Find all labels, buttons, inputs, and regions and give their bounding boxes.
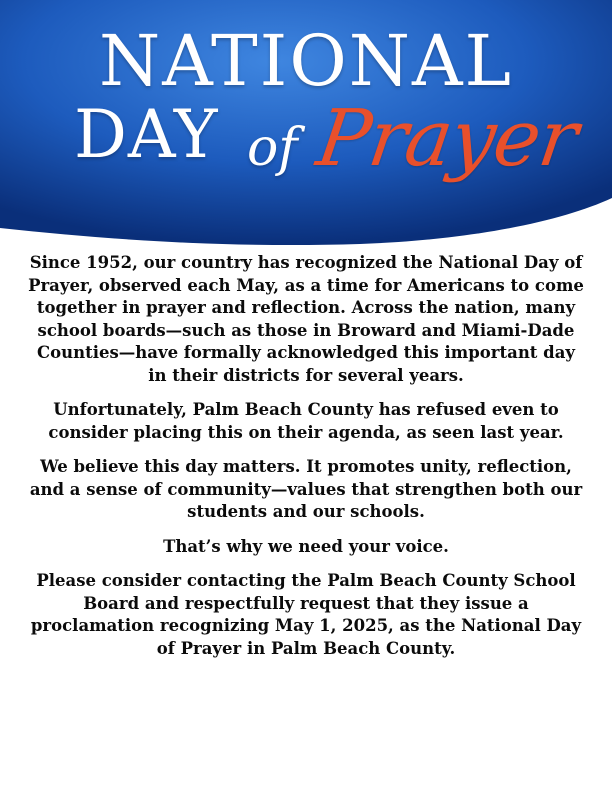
paragraph-call: That’s why we need your voice. [163, 536, 449, 556]
header-banner [0, 0, 612, 250]
title-of: of [247, 118, 298, 178]
flyer-body [26, 252, 586, 672]
paragraph-refusal: Unfortunately, Palm Beach County has refused even to consider placing this on their agenda, as seen last year. [48, 400, 564, 442]
paragraph-belief: We believe this day matters. It promotes unity, reflection, and a sense of community—values that strengthen both our students and our schools. [29, 457, 583, 521]
title-prayer: Prayer [311, 94, 583, 184]
paragraph-history: Since 1952, our country has recognized the National Day of Prayer, observed each May, as a time for Americans to come together in prayer and reflection. Across the nation, many school boards—such as those in Broward and Miami-Dade Counties—have formally acknowledged this important day in their districts for several years. [28, 253, 584, 385]
paragraph-request: Please consider contacting the Palm Beach County School Board and respectfully request that they issue a proclamation recognizing May 1, 2025, as the National Day of Prayer in Palm Beach County. [30, 571, 582, 658]
title-day: DAY [74, 96, 219, 173]
title-national: NATIONAL [99, 20, 513, 102]
